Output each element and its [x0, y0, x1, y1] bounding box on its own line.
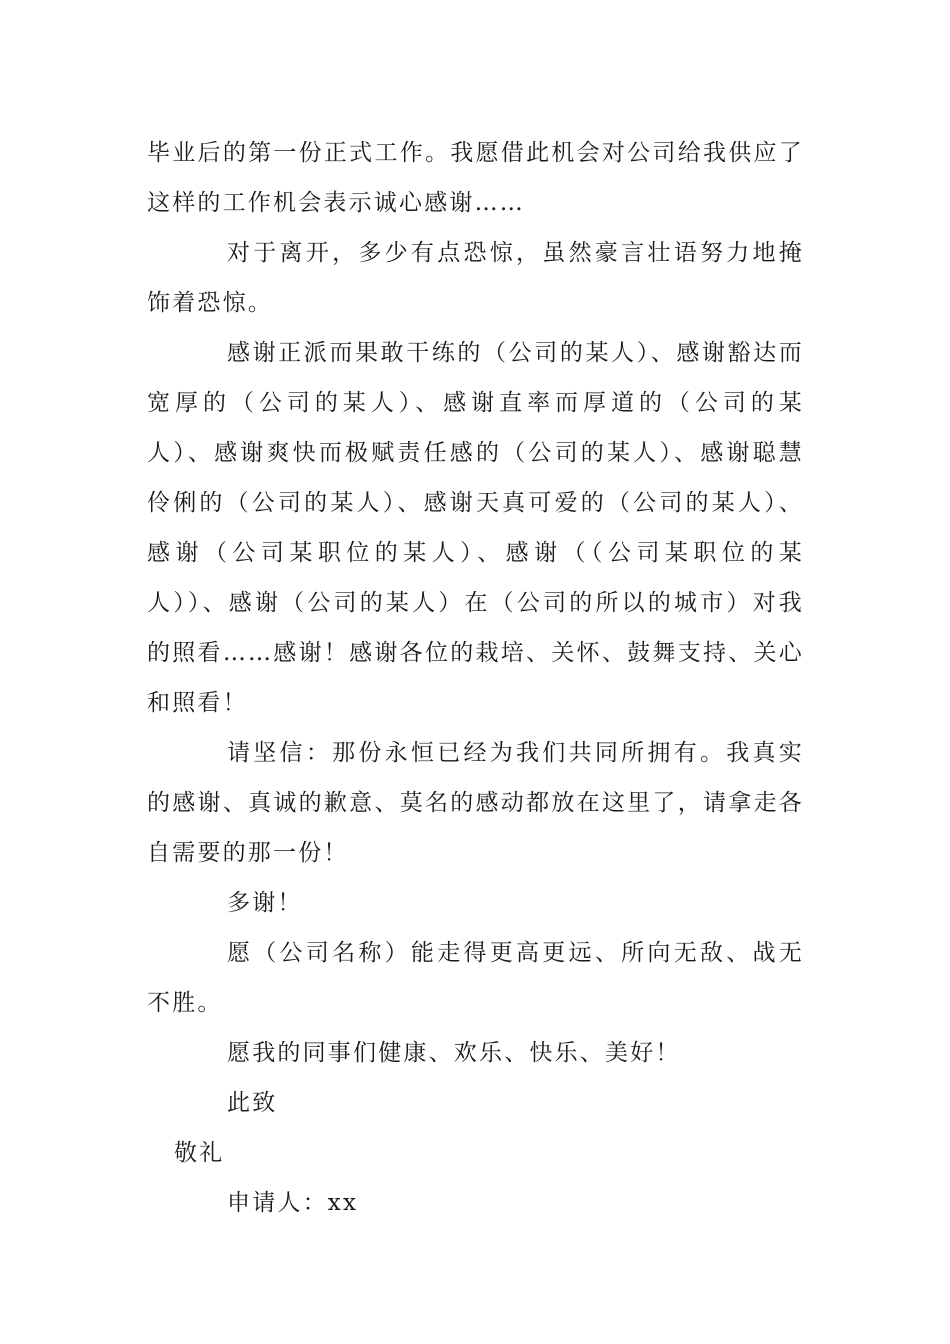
letter-body	[147, 128, 804, 1228]
paragraph-thanks-colleagues: 感谢正派而果敢干练的（公司的某人）、感谢豁达而宽厚的（公司的某人）、感谢直率而厚道的（公司的某人）、感谢爽快而极赋责任感的（公司的某人）、感谢聪慧伶俐的（公司的某人）、感谢天真可爱的（公司的某人）、感谢（公司某职位的某人）、感谢（（公司某职位的某人））、感谢（公司的某人）在（公司的所以的城市）对我的照看……感谢！感谢各位的栽培、关怀、鼓舞支持、关心和照看！	[147, 340, 804, 716]
paragraph-leaving: 对于离开，多少有点恐惊，虽然豪言壮语努力地掩饰着恐惊。	[147, 240, 804, 316]
paragraph-colleagues-wish: 愿我的同事们健康、欢乐、快乐、美好！	[227, 1040, 681, 1066]
salutation-regards: 敬礼	[174, 1140, 225, 1166]
paragraph-company-wish: 愿（公司名称）能走得更高更远、所向无敌、战无不胜。	[147, 940, 804, 1016]
paragraph-continuation: 毕业后的第一份正式工作。我愿借此机会对公司给我供应了这样的工作机会表示诚心感谢……	[147, 140, 804, 216]
signature-applicant: 申请人：xx	[227, 1190, 359, 1216]
salutation-closing: 此致	[227, 1090, 278, 1116]
paragraph-belief: 请坚信：那份永恒已经为我们共同所拥有。我真实的感谢、真诚的歉意、莫名的感动都放在这里了，请拿走各自需要的那一份！	[147, 740, 804, 866]
paragraph-thank-you: 多谢！	[227, 890, 303, 916]
